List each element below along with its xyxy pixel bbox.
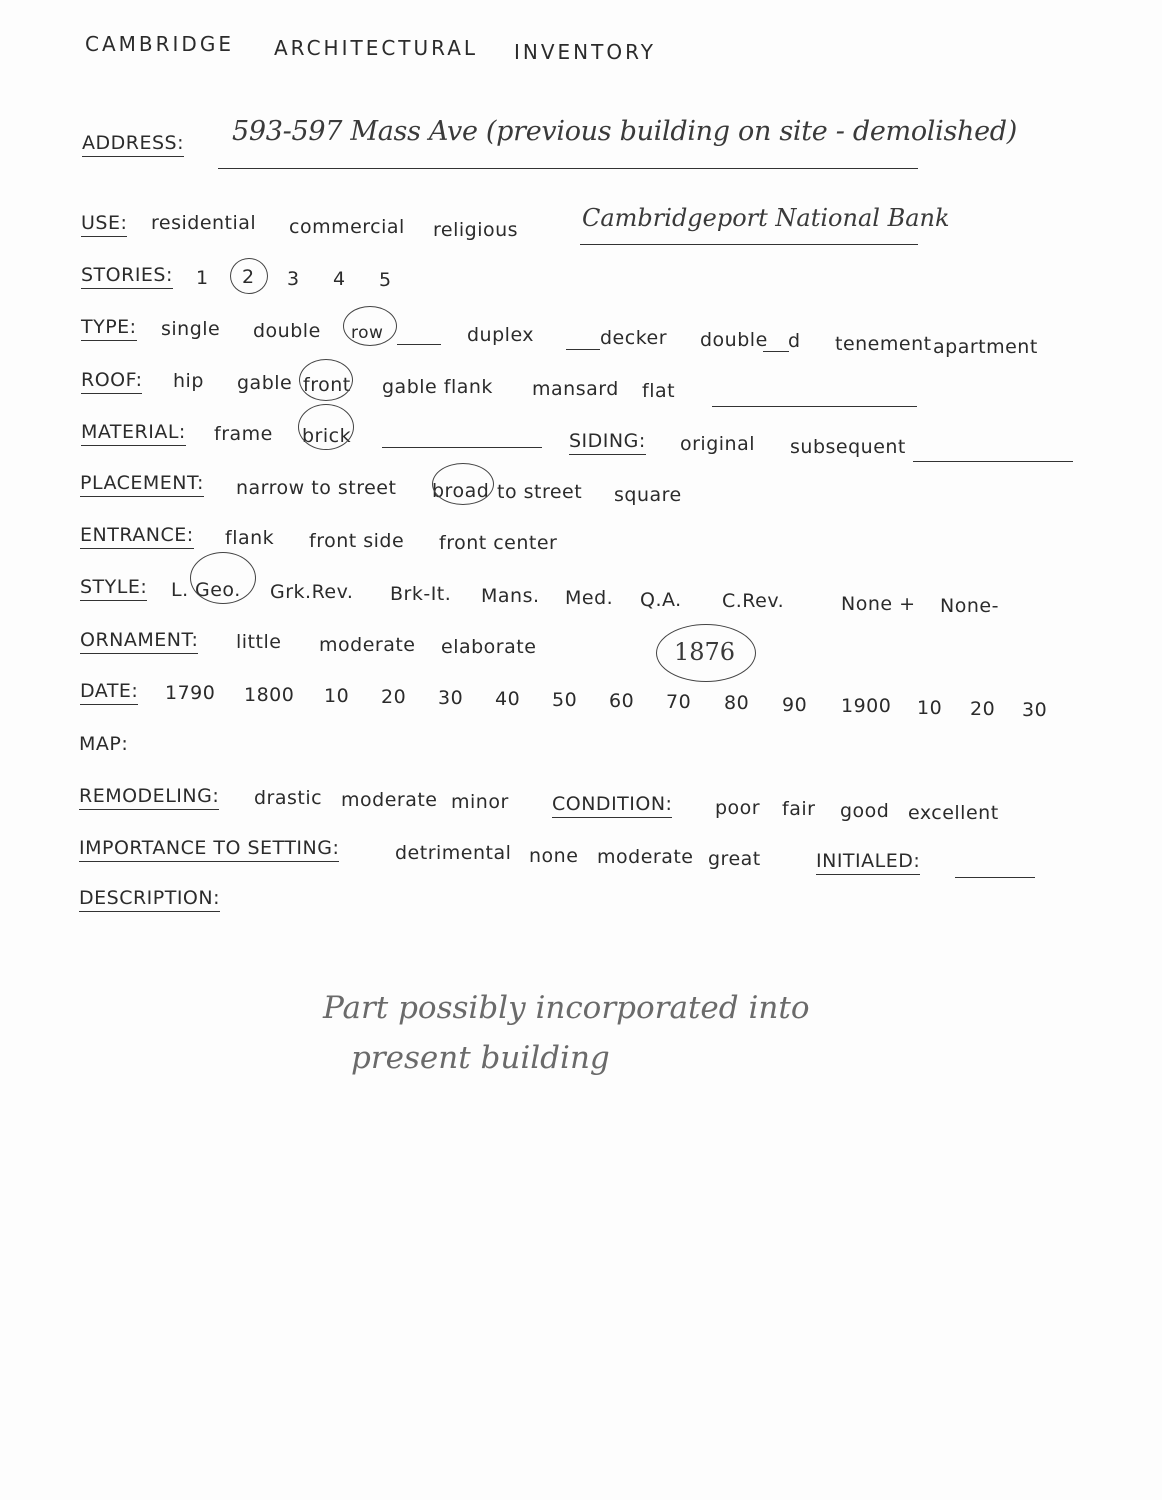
type-decker-blank	[566, 349, 600, 350]
style-option-grk-rev: Grk.Rev.	[270, 581, 354, 603]
type-double-blank	[763, 351, 789, 352]
use-option-religious: religious	[433, 219, 519, 241]
ornament-option-moderate: moderate	[319, 634, 416, 656]
entrance-option-front-center: front center	[439, 532, 558, 554]
importance-option-great: great	[708, 848, 761, 870]
siding-option-subsequent: subsequent	[790, 436, 906, 458]
header-word-inventory: INVENTORY	[514, 40, 656, 64]
stories-selected-circle	[230, 258, 268, 294]
map-label: MAP:	[79, 733, 129, 755]
material-label: MATERIAL:	[81, 421, 186, 446]
date-option-1920: 20	[970, 698, 996, 720]
date-option-80: 80	[724, 692, 750, 714]
date-option-1800: 1800	[244, 684, 295, 706]
date-option-1790: 1790	[165, 682, 216, 704]
style-option-l: L.	[171, 579, 189, 601]
ornament-option-little: little	[236, 631, 282, 653]
date-label: DATE:	[80, 680, 138, 705]
importance-option-moderate: moderate	[597, 846, 694, 868]
date-option-90: 90	[782, 694, 808, 716]
ornament-option-elaborate: elaborate	[441, 636, 537, 658]
style-option-none-minus: None-	[940, 595, 999, 617]
stories-option-1: 1	[196, 267, 209, 289]
roof-option-gable: gable	[237, 372, 293, 394]
importance-option-none: none	[529, 845, 579, 867]
placement-option-narrow: narrow to street	[236, 477, 397, 499]
type-option-row: row	[351, 323, 384, 343]
style-option-brk-it: Brk-It.	[390, 583, 452, 605]
placement-option-square: square	[614, 484, 682, 506]
type-option-double: double	[253, 320, 321, 342]
roof-option-flat: flat	[642, 380, 676, 402]
condition-option-excellent: excellent	[908, 802, 999, 824]
siding-blank	[913, 461, 1073, 462]
initialed-label: INITIALED:	[816, 850, 920, 875]
style-option-qa: Q.A.	[640, 589, 682, 611]
placement-option-to-street: to street	[497, 481, 583, 503]
roof-option-front: front	[303, 374, 351, 396]
address-line	[218, 168, 918, 169]
placement-option-broad: broad	[432, 480, 490, 502]
remodeling-label: REMODELING:	[79, 785, 219, 810]
date-option-60: 60	[609, 690, 635, 712]
type-label: TYPE:	[81, 316, 137, 341]
remodeling-option-drastic: drastic	[254, 787, 323, 809]
entrance-option-flank: flank	[225, 527, 275, 549]
remodeling-option-moderate: moderate	[341, 789, 438, 811]
type-option-double-2: double	[700, 329, 768, 351]
placement-selected-circle	[432, 463, 494, 505]
date-option-20: 20	[381, 686, 407, 708]
use-label: USE:	[81, 212, 127, 237]
style-label: STYLE:	[80, 576, 147, 601]
stories-label: STORIES:	[81, 264, 173, 289]
siding-label: SIDING:	[569, 430, 646, 455]
use-option-commercial: commercial	[289, 216, 405, 238]
stories-option-5: 5	[379, 269, 392, 291]
type-selected-circle	[343, 306, 397, 346]
date-option-70: 70	[666, 691, 692, 713]
stories-option-3: 3	[287, 268, 300, 290]
ornament-label: ORNAMENT:	[80, 629, 198, 654]
roof-option-gable-flank: gable flank	[382, 376, 493, 398]
roof-option-mansard: mansard	[532, 378, 619, 400]
date-option-50: 50	[552, 689, 578, 711]
condition-option-poor: poor	[715, 797, 761, 819]
placement-label: PLACEMENT:	[80, 472, 204, 497]
material-option-frame: frame	[214, 423, 273, 445]
use-note-bank: Cambridgeport National Bank	[582, 204, 950, 232]
use-option-residential: residential	[151, 212, 257, 234]
date-option-1900: 1900	[841, 695, 892, 717]
use-note-line	[580, 244, 918, 245]
type-option-apartment: apartment	[933, 336, 1038, 358]
style-option-med: Med.	[565, 587, 614, 609]
header-word-cambridge: CAMBRIDGE	[85, 32, 234, 56]
description-label: DESCRIPTION:	[79, 887, 220, 912]
type-option-decker: decker	[600, 327, 668, 349]
roof-option-hip: hip	[173, 370, 204, 392]
style-option-c-rev: C.Rev.	[722, 590, 785, 612]
remodeling-option-minor: minor	[451, 791, 509, 813]
description-line-1: Part possibly incorporated into	[323, 990, 810, 1026]
condition-label: CONDITION:	[552, 793, 672, 818]
description-line-2: present building	[351, 1040, 610, 1076]
type-option-duplex: duplex	[467, 324, 535, 346]
date-note-1876: 1876	[674, 638, 736, 666]
importance-option-detrimental: detrimental	[395, 842, 512, 864]
entrance-option-front-side: front side	[309, 530, 405, 552]
date-option-40: 40	[495, 688, 521, 710]
date-note-circle	[656, 624, 756, 682]
stories-option-4: 4	[333, 268, 346, 290]
condition-option-good: good	[840, 800, 890, 822]
address-label: ADDRESS:	[82, 132, 184, 157]
address-value: 593-597 Mass Ave (previous building on site - demolished)	[232, 116, 1017, 147]
material-blank	[382, 447, 542, 448]
type-row-blank	[397, 344, 441, 345]
entrance-label: ENTRANCE:	[80, 524, 194, 549]
initialed-blank	[955, 877, 1035, 878]
stories-option-2: 2	[242, 266, 255, 288]
condition-option-fair: fair	[782, 798, 816, 820]
date-option-1910: 10	[917, 697, 943, 719]
style-option-mans: Mans.	[481, 585, 540, 607]
style-option-none-plus: None +	[841, 593, 916, 615]
date-option-10: 10	[324, 685, 350, 707]
date-option-1930: 30	[1022, 699, 1048, 721]
material-selected-circle	[298, 404, 354, 450]
siding-option-original: original	[680, 433, 756, 455]
date-option-30: 30	[438, 687, 464, 709]
roof-blank	[712, 406, 917, 407]
type-option-tenement: tenement	[835, 333, 932, 355]
importance-label: IMPORTANCE TO SETTING:	[79, 837, 339, 862]
type-option-single: single	[161, 318, 221, 340]
roof-selected-circle	[299, 359, 353, 401]
roof-label: ROOF:	[81, 369, 142, 394]
header-word-architectural: ARCHITECTURAL	[274, 36, 479, 60]
type-option-d: d	[788, 330, 801, 352]
style-option-geo: Geo.	[195, 579, 241, 601]
material-option-brick: brick	[302, 425, 352, 447]
style-selected-circle	[190, 552, 256, 604]
